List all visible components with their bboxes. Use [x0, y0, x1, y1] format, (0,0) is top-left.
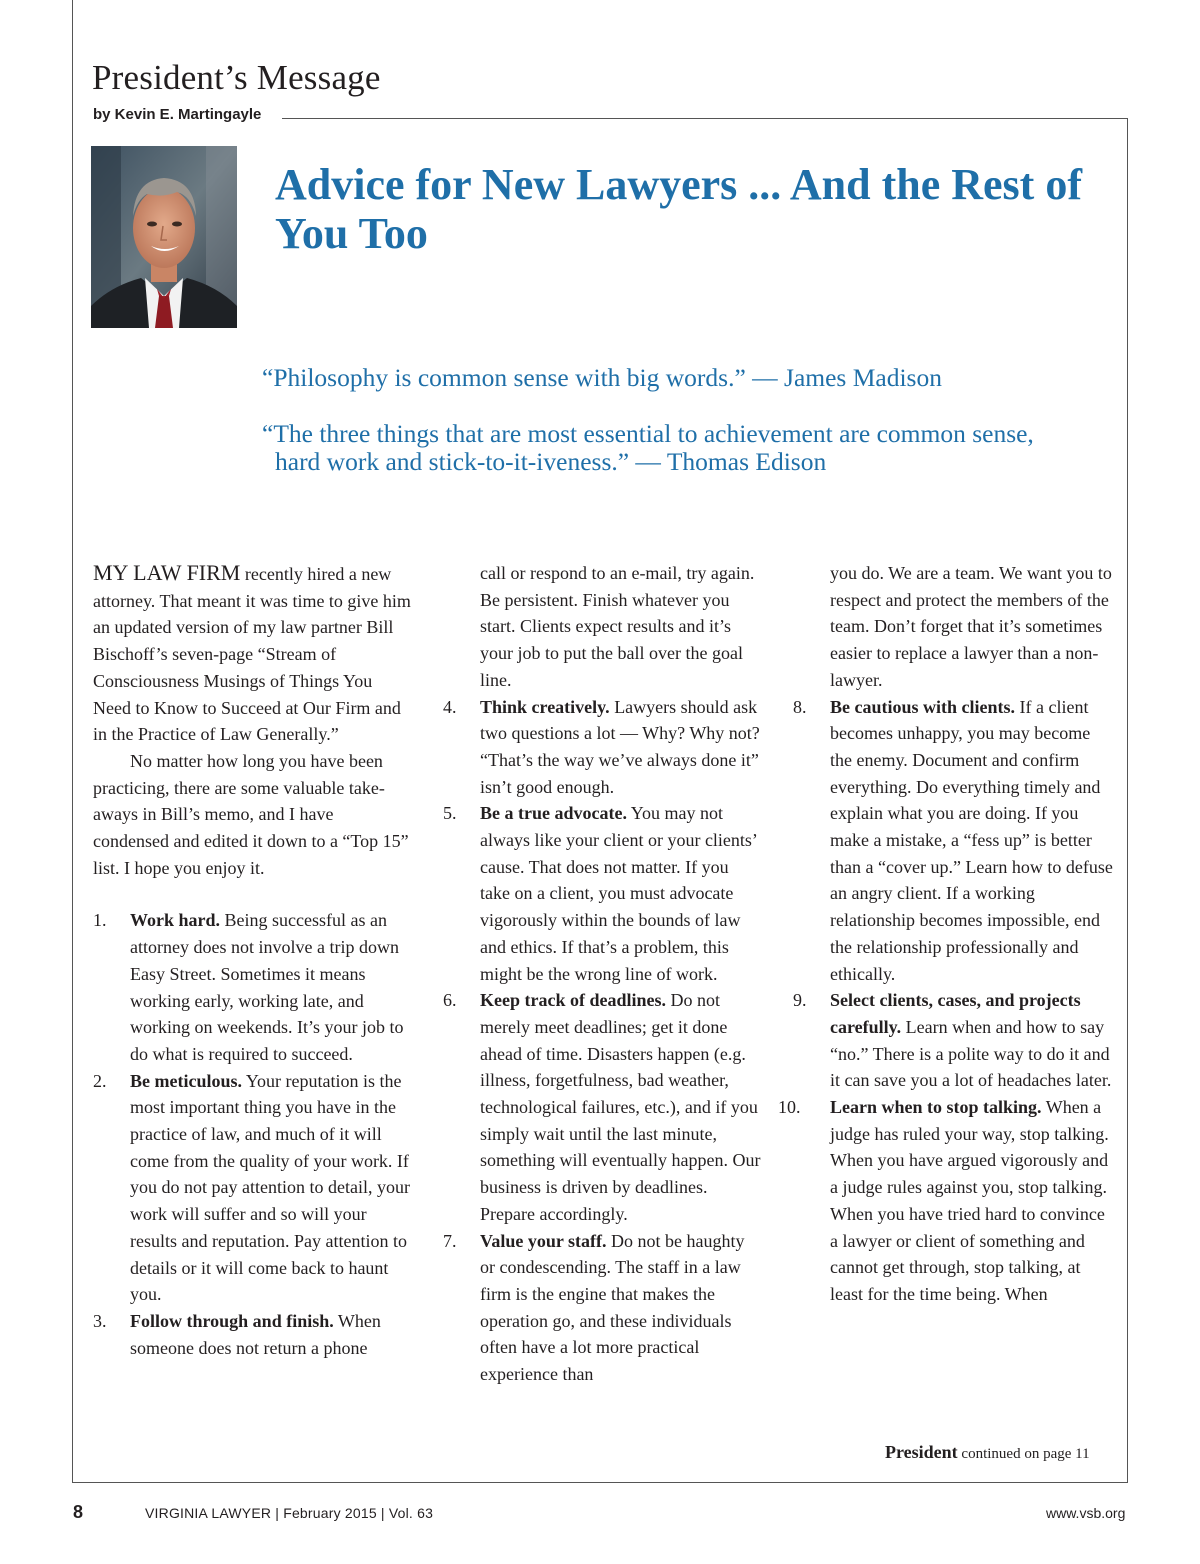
list-item-continued: call or respond to an e-mail, try again. Be persistent. Finish whatever you start. Clients expect results and it’s your job to put the ball over the goal line.: [480, 563, 755, 690]
quote-edison: [262, 420, 1122, 476]
author-photo: [91, 146, 237, 328]
publication-footer: VIRGINIA LAWYER | February 2015 | Vol. 63: [145, 1505, 434, 1521]
continued-note: President continued on page 11: [885, 1442, 1090, 1462]
list-item: 10. Learn when to stop talking. When a judge has ruled your way, stop talking. When you have argued vigorously and a judge rules against you, stop talking. When you have tried hard to convince a lawyer or client of something and cannot get through, stop talking, at least for the time being. When: [778, 1097, 1109, 1304]
intro-lead: MY LAW FIRM: [93, 560, 241, 585]
list-item-continued: you do. We are a team. We want you to respect and protect the members of the team. Don’t forget that it’s sometimes easier to replace a lawyer than a non-lawyer.: [830, 563, 1112, 690]
list-item: 1. Work hard. Being successful as an attorney does not involve a trip down Easy Street. Sometimes it means working early, working late, and working on weekends. It’s your job to do what is required to succeed.: [93, 910, 404, 1064]
list-item: 6. Keep track of deadlines. Do not merely meet deadlines; get it done ahead of time. Disasters happen (e.g. illness, forgetfulness, bad weather, technological failures, etc.), and if you simply wait until the last minute, something will eventually happen. Our business is driven by deadlines. Prepare accordingly.: [443, 990, 761, 1224]
intro-paragraph-2: No matter how long you have been practicing, there are some valuable take-aways in Bill’s memo, and I have condensed and edited it down to a “Top 15” list. I hope you enjoy it.: [93, 750, 409, 878]
article-headline: Advice for New Lawyers ... And the Rest of You Too: [275, 160, 1082, 258]
list-item: 4. Think creatively. Lawyers should ask two questions a lot — Why? Why not? “That’s the way we’ve always done it” isn’t good enough.: [443, 696, 760, 797]
intro-paragraph-1: MY LAW FIRM recently hired a new attorney. That meant it was time to give him an updated version of my law partner Bill Bischoff’s seven-page “Stream of Consciousness Musings of Things You Need to Know to Succeed at Our Firm and in the Practice of Law Generally.”: [93, 560, 411, 745]
frame-right-rule: [1127, 118, 1128, 1483]
page-number: 8: [73, 1502, 84, 1522]
byline: by Kevin E. Martingayle: [93, 106, 262, 123]
quote-edison-line-2: hard work and stick-to-it-iveness.” — Thomas Edison: [275, 447, 827, 476]
column-1: [93, 560, 413, 1361]
column-3: [778, 560, 1113, 1308]
quote-madison: “Philosophy is common sense with big words.” — James Madison: [262, 363, 942, 392]
list-item: 7. Value your staff. Do not be haughty or condescending. The staff in a law firm is the engine that makes the operation go, and these individuals often have a lot more practical experience than: [443, 1230, 745, 1385]
frame-bottom-rule: [72, 1482, 1128, 1483]
list-item: 8. Be cautious with clients. If a client becomes unhappy, you may become the enemy. Document and confirm everything. Do everything timely and explain what you are doing. If you make a mistake, a “fess up” is better than a “cover up.” Learn how to defuse an angry client. If a working relationship becomes impossible, end the relationship professionally and ethically.: [793, 696, 1113, 984]
list-item: 9. Select clients, cases, and projects carefully. Learn when and how to say “no.” There is a polite way to do it and it can save you a lot of headaches later.: [793, 990, 1112, 1091]
list-item: 5. Be a true advocate. You may not always like your client or your clients’ cause. That does not matter. If you take on a client, you must advocate vigorously within the bounds of law and ethics. If that’s a problem, this might be the wrong line of work.: [443, 803, 757, 984]
frame-left-rule: [72, 0, 73, 1482]
list-item: 3. Follow through and finish. When someone does not return a phone: [93, 1310, 381, 1358]
section-title: President’s Message: [92, 58, 381, 97]
footer-url: www.vsb.org: [1046, 1505, 1126, 1521]
frame-top-rule: [282, 118, 1128, 119]
column-2: [443, 560, 763, 1388]
list-item: 2. Be meticulous. Your reputation is the most important thing you have in the practice of law, and much of it will come from the quality of your work. If you do not pay attention to detail, your work will suffer and so will your results and reputation. Pay attention to details or it will come back to haunt you.: [93, 1070, 410, 1305]
quote-edison-line-1: “The three things that are most essential to achievement are common sense,: [262, 419, 1034, 448]
